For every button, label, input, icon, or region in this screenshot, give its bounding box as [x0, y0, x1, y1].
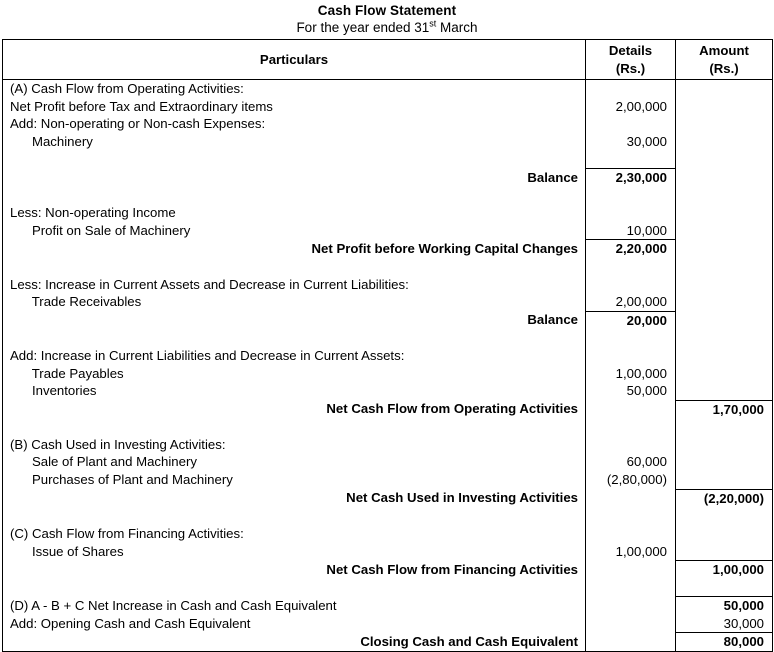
row-caption: Balance — [3, 168, 586, 186]
row-amount-value — [676, 204, 773, 222]
row-particulars: Trade Receivables — [3, 293, 586, 311]
page-title: Cash Flow Statement — [317, 3, 457, 18]
row-particulars: Issue of Shares — [3, 542, 586, 560]
table-row — [3, 542, 773, 560]
row-caption: Net Profit before Working Capital Changes — [3, 240, 586, 258]
spacer-row — [3, 258, 773, 276]
row-details-value — [586, 276, 676, 294]
row-amount-value — [676, 98, 773, 116]
row-amount-total: 80,000 — [676, 633, 773, 652]
row-particulars: Less: Non-operating Income — [3, 204, 586, 222]
row-amount-total: 1,70,000 — [676, 400, 773, 418]
table-row — [3, 400, 773, 418]
spacer-amount-cell — [676, 418, 773, 436]
cash-flow-table — [2, 39, 773, 652]
spacer-particulars-cell — [3, 150, 586, 168]
row-amount-value: 30,000 — [723, 615, 764, 631]
row-particulars: Sale of Plant and Machinery — [3, 453, 586, 471]
table-row — [3, 365, 773, 383]
spacer-amount-cell — [676, 579, 773, 597]
spacer-particulars-cell — [3, 507, 586, 525]
spacer-particulars-cell — [3, 258, 586, 276]
subtitle-ordinal-suffix: st — [429, 18, 437, 29]
table-row — [3, 436, 773, 454]
row-caption: Net Cash Used in Investing Activities — [3, 489, 586, 507]
row-details-value: (2,80,000) — [586, 471, 676, 489]
table-row — [3, 168, 773, 186]
row-details-value: 50,000 — [586, 382, 676, 400]
row-details-value — [586, 204, 676, 222]
row-amount-value — [676, 222, 773, 240]
row-particulars: (B) Cash Used in Investing Activities: — [3, 436, 586, 454]
table-row — [3, 453, 773, 471]
spacer-amount-cell — [676, 329, 773, 347]
row-details-value: 60,000 — [586, 453, 676, 471]
table-row — [3, 222, 773, 240]
subtitle-prefix: For the year ended 31 — [296, 20, 430, 35]
row-details-value: 1,00,000 — [586, 542, 676, 560]
row-amount-value — [676, 525, 773, 543]
row-details-value — [586, 115, 676, 133]
table-row — [3, 347, 773, 365]
row-particulars: Add: Non-operating or Non-cash Expenses: — [3, 115, 586, 133]
table-row — [3, 561, 773, 579]
table-row — [3, 633, 773, 652]
row-amount-value — [676, 240, 773, 258]
row-details-value: 10,000 — [586, 222, 676, 240]
row-details-value — [586, 436, 676, 454]
column-header-amount-unit: (Rs.) — [709, 60, 739, 76]
row-caption: Net Cash Flow from Financing Activities — [3, 561, 586, 579]
row-caption: Balance — [3, 311, 586, 329]
row-amount-value — [676, 133, 773, 151]
row-details-total: 20,000 — [586, 311, 676, 329]
row-details-value: 30,000 — [586, 133, 676, 151]
row-particulars: Add: Opening Cash and Cash Equivalent — [3, 615, 586, 633]
row-details-value — [586, 525, 676, 543]
row-amount-value — [676, 168, 773, 186]
row-particulars: Trade Payables — [3, 365, 586, 383]
page-subtitle — [0, 19, 774, 36]
spacer-details-cell — [586, 329, 676, 347]
row-particulars: Inventories — [3, 382, 586, 400]
table-row — [3, 115, 773, 133]
row-details-value — [586, 347, 676, 365]
table-header — [3, 40, 773, 80]
table-row — [3, 471, 773, 489]
row-amount-value — [676, 276, 773, 294]
table-body — [3, 80, 773, 652]
spacer-particulars-cell — [3, 418, 586, 436]
spacer-details-cell — [586, 258, 676, 276]
column-header-particulars: Particulars — [3, 40, 586, 80]
column-header-details-unit: (Rs.) — [615, 60, 646, 76]
row-details-value — [586, 80, 676, 98]
table-row — [3, 276, 773, 294]
row-particulars: (D) A - B + C Net Increase in Cash and Cash Equivalent — [3, 597, 586, 615]
row-particulars: Profit on Sale of Machinery — [3, 222, 586, 240]
row-details-value — [586, 489, 676, 507]
row-amount-value — [676, 436, 773, 454]
row-details-value — [586, 633, 676, 652]
row-details-value — [586, 597, 676, 615]
table-row — [3, 80, 773, 98]
table-row — [3, 615, 773, 633]
column-header-amount — [676, 40, 773, 80]
table-row — [3, 293, 773, 311]
row-amount-value — [676, 453, 773, 471]
row-amount-total: 50,000 — [676, 597, 773, 615]
spacer-details-cell — [586, 187, 676, 205]
table-row — [3, 204, 773, 222]
table-row — [3, 489, 773, 507]
row-amount-value — [676, 115, 773, 133]
spacer-amount-cell — [676, 150, 773, 168]
spacer-details-cell — [586, 150, 676, 168]
spacer-amount-cell — [676, 507, 773, 525]
spacer-amount-cell — [676, 187, 773, 205]
row-amount-value — [676, 471, 773, 489]
row-particulars: (C) Cash Flow from Financing Activities: — [3, 525, 586, 543]
spacer-row — [3, 507, 773, 525]
row-details-value: 2,00,000 — [586, 98, 676, 116]
spacer-particulars-cell — [3, 187, 586, 205]
table-row — [3, 133, 773, 151]
table-row — [3, 311, 773, 329]
table-header-row — [3, 40, 773, 80]
row-particulars: Add: Increase in Current Liabilities and Decrease in Current Assets: — [3, 347, 586, 365]
spacer-details-cell — [586, 507, 676, 525]
row-amount-value — [676, 382, 773, 400]
row-details-value — [586, 615, 676, 633]
row-amount-value — [676, 311, 773, 329]
table-row — [3, 240, 773, 258]
spacer-row — [3, 579, 773, 597]
table-row — [3, 98, 773, 116]
table-row — [3, 382, 773, 400]
spacer-particulars-cell — [3, 579, 586, 597]
table-row — [3, 597, 773, 615]
row-amount-value — [676, 542, 773, 560]
row-caption: Closing Cash and Cash Equivalent — [3, 633, 586, 652]
spacer-particulars-cell — [3, 329, 586, 347]
row-amount-value — [676, 365, 773, 383]
row-caption: Net Cash Flow from Operating Activities — [3, 400, 586, 418]
spacer-details-cell — [586, 418, 676, 436]
spacer-row — [3, 418, 773, 436]
row-details-value — [586, 561, 676, 579]
row-particulars: Machinery — [3, 133, 586, 151]
spacer-row — [3, 187, 773, 205]
table-row — [3, 525, 773, 543]
row-particulars: Purchases of Plant and Machinery — [3, 471, 586, 489]
row-particulars: Less: Increase in Current Assets and Decrease in Current Liabilities: — [3, 276, 586, 294]
row-details-total: 2,30,000 — [586, 168, 676, 186]
column-header-details — [586, 40, 676, 80]
column-header-details-label: Details — [608, 42, 653, 58]
row-amount-total: 1,00,000 — [676, 561, 773, 579]
row-amount-value — [676, 293, 773, 311]
row-particulars: (A) Cash Flow from Operating Activities: — [3, 80, 586, 98]
row-details-total: 2,20,000 — [586, 240, 676, 258]
row-particulars: Net Profit before Tax and Extraordinary items — [3, 98, 586, 116]
column-header-amount-label: Amount — [699, 42, 749, 58]
row-details-value — [586, 400, 676, 418]
row-amount-value — [676, 80, 773, 98]
row-amount-value — [676, 347, 773, 365]
spacer-details-cell — [586, 579, 676, 597]
spacer-amount-cell — [676, 258, 773, 276]
spacer-row — [3, 150, 773, 168]
row-details-value: 1,00,000 — [586, 365, 676, 383]
row-amount-total: (2,20,000) — [676, 489, 773, 507]
row-details-value: 2,00,000 — [586, 293, 676, 311]
spacer-row — [3, 329, 773, 347]
subtitle-suffix: March — [436, 20, 478, 35]
